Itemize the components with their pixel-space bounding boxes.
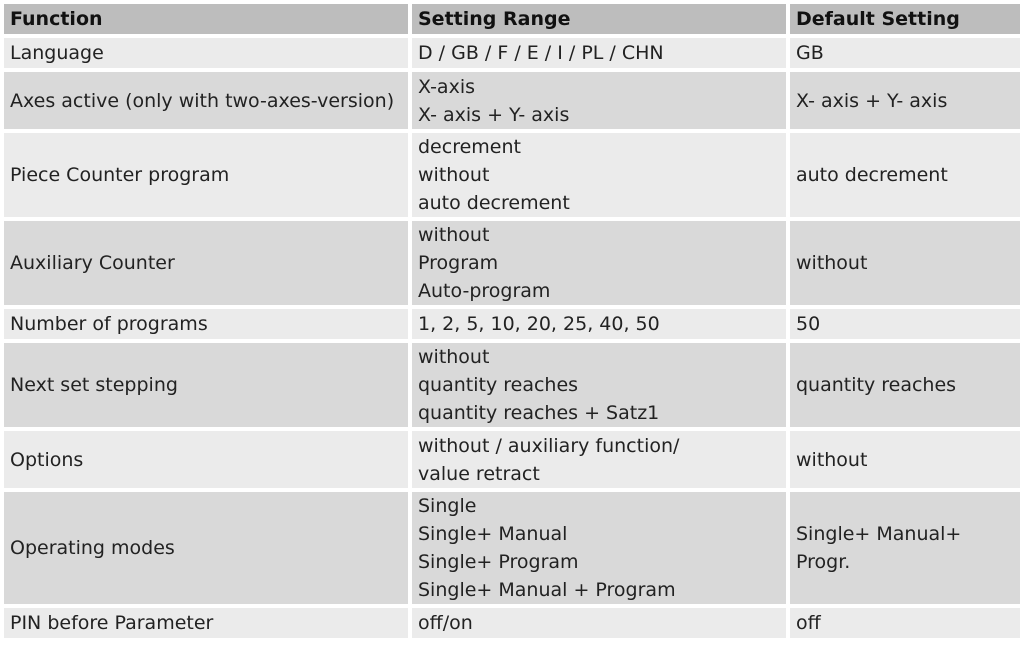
setting-range-line: auto decrement — [418, 192, 570, 214]
setting-range-line: decrement — [418, 136, 521, 158]
default-setting-cell — [790, 309, 1020, 339]
setting-range-cell — [412, 72, 786, 129]
setting-range-cell — [412, 343, 786, 427]
setting-range-line: Single — [418, 495, 477, 517]
function-cell: Options — [4, 431, 408, 488]
setting-range-line: Auto-program — [418, 280, 551, 302]
default-setting-cell — [790, 343, 1020, 427]
default-setting-line: without — [796, 448, 868, 471]
default-setting-cell — [790, 608, 1020, 638]
default-setting-line: GB — [796, 42, 824, 64]
function-cell: Language — [4, 38, 408, 68]
setting-range-line: value retract — [418, 462, 540, 485]
setting-range-cell — [412, 133, 786, 217]
setting-range-line: off/on — [418, 612, 473, 634]
setting-range-line: Single+ Manual + Program — [418, 579, 676, 601]
default-setting-cell — [790, 72, 1020, 129]
default-setting-line: auto decrement — [796, 164, 948, 186]
setting-range-line: X- axis + Y- axis — [418, 103, 570, 126]
default-setting-line: 50 — [796, 313, 821, 335]
function-cell: Number of programs — [4, 309, 408, 339]
default-setting-line: without — [796, 252, 868, 274]
setting-range-line: without — [418, 164, 490, 186]
default-setting-line: X- axis + Y- axis — [796, 89, 948, 112]
setting-range-line: D / GB / F / E / I / PL / CHN — [418, 42, 664, 64]
default-setting-line: Progr. — [796, 551, 851, 573]
header-default-setting: Default Setting — [790, 4, 1020, 34]
default-setting-line: off — [796, 612, 821, 634]
setting-range-line: quantity reaches + Satz1 — [418, 402, 660, 424]
setting-range-cell — [412, 309, 786, 339]
setting-range-line: X-axis — [418, 75, 475, 98]
function-cell: Auxiliary Counter — [4, 221, 408, 305]
setting-range-line: without — [418, 224, 490, 246]
setting-range-line: without / auxiliary function/ — [418, 434, 680, 457]
setting-range-line: Program — [418, 252, 499, 274]
default-setting-cell — [790, 38, 1020, 68]
setting-range-line: quantity reaches — [418, 374, 579, 396]
setting-range-cell — [412, 431, 786, 488]
settings-table — [4, 4, 1020, 638]
default-setting-cell — [790, 492, 1020, 604]
function-cell: PIN before Parameter — [4, 608, 408, 638]
function-cell: Piece Counter program — [4, 133, 408, 217]
function-cell: Operating modes — [4, 492, 408, 604]
setting-range-cell — [412, 38, 786, 68]
setting-range-cell — [412, 608, 786, 638]
setting-range-line: Single+ Program — [418, 551, 579, 573]
header-function: Function — [4, 4, 408, 34]
setting-range-line: 1, 2, 5, 10, 20, 25, 40, 50 — [418, 313, 660, 335]
default-setting-line: quantity reaches — [796, 374, 957, 396]
header-setting-range: Setting Range — [412, 4, 786, 34]
function-cell: Next set stepping — [4, 343, 408, 427]
default-setting-cell — [790, 431, 1020, 488]
setting-range-cell — [412, 221, 786, 305]
setting-range-cell — [412, 492, 786, 604]
setting-range-line: without — [418, 346, 490, 368]
default-setting-line: Single+ Manual+ — [796, 523, 962, 545]
function-cell: Axes active (only with two-axes-version) — [4, 72, 408, 129]
default-setting-cell — [790, 221, 1020, 305]
setting-range-line: Single+ Manual — [418, 523, 568, 545]
default-setting-cell — [790, 133, 1020, 217]
